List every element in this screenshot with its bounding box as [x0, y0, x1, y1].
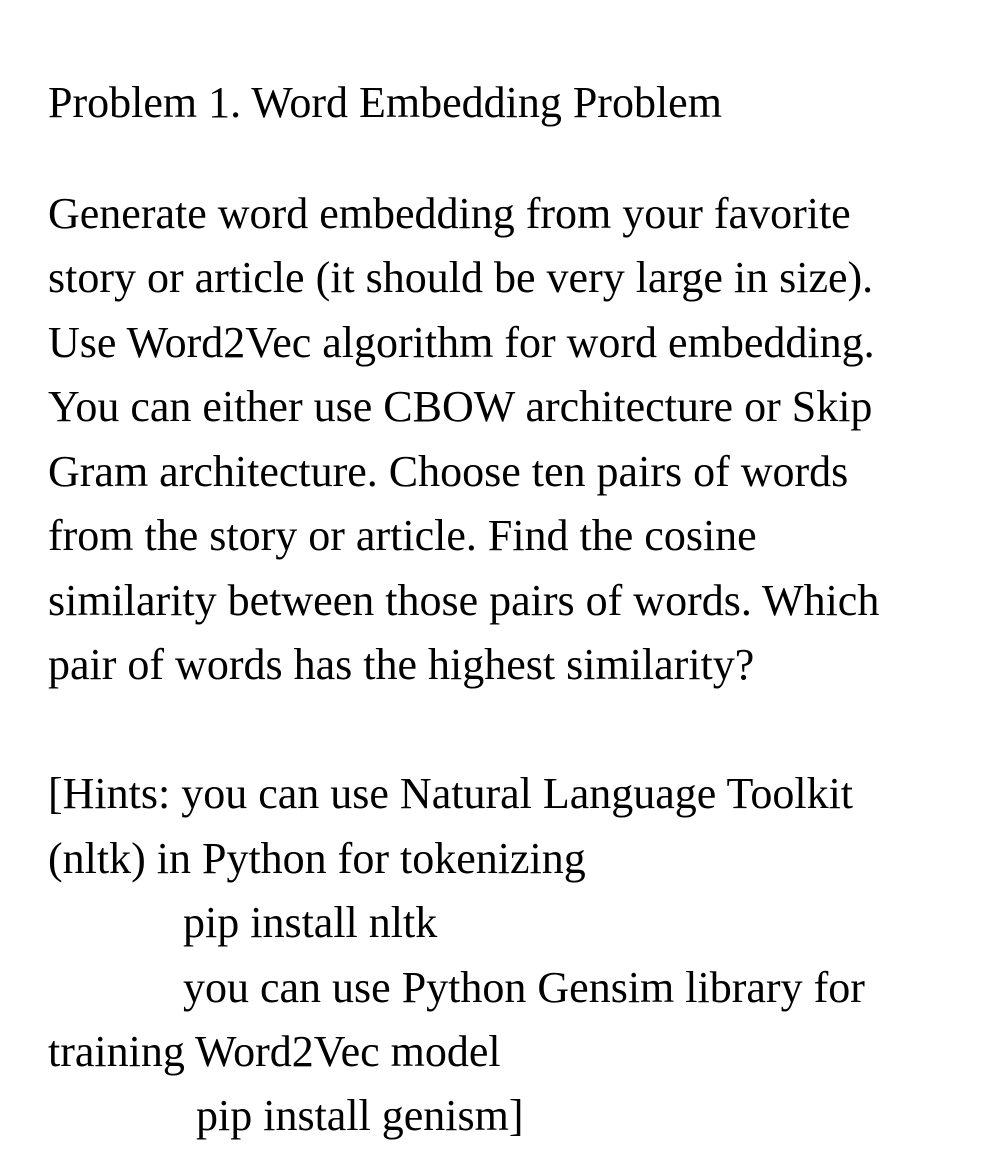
install-command-gensim: pip install genism]: [196, 1091, 524, 1140]
description-line: from the story or article. Find the cosine: [48, 511, 757, 560]
description-line: You can either use CBOW architecture or Skip: [48, 382, 873, 431]
description-line: Generate word embedding from your favorite: [48, 189, 851, 238]
description-line: pair of words has the highest similarity?: [48, 640, 755, 689]
hint-line: training Word2Vec model: [48, 1027, 501, 1076]
description-line: Gram architecture. Choose ten pairs of words: [48, 447, 849, 496]
hint-line: [Hints: you can use Natural Language Toolkit: [48, 769, 854, 818]
description-line: similarity between those pairs of words. Which: [48, 576, 880, 625]
description-line: Use Word2Vec algorithm for word embedding.: [48, 318, 875, 367]
problem-title: Problem 1. Word Embedding Problem: [48, 78, 722, 127]
install-command-nltk: pip install nltk: [183, 898, 438, 947]
hint-line: you can use Python Gensim library for: [183, 963, 865, 1012]
description-line: story or article (it should be very large in size).: [48, 253, 874, 302]
hint-line: (nltk) in Python for tokenizing: [48, 834, 586, 883]
